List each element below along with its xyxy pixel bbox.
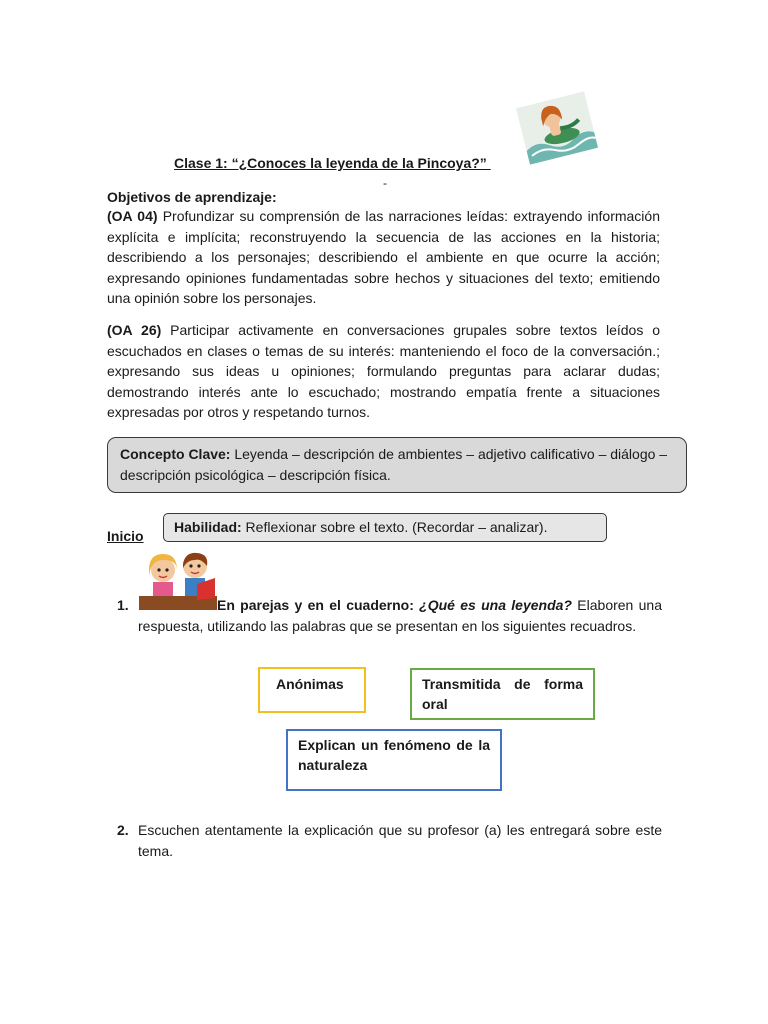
activity-1-lead: En parejas y en el cuaderno: — [217, 597, 420, 613]
separator-dash: - — [383, 176, 387, 190]
word-box-transmitida-text: Transmitida de forma oral — [422, 676, 583, 712]
section-inicio: Inicio — [107, 528, 144, 544]
objective-oa26 — [107, 320, 660, 423]
word-box-fenomeno-text: Explican un fenómeno de la naturaleza — [298, 737, 490, 773]
pincoya-illustration-icon — [514, 91, 600, 165]
objective-oa26-code: (OA 26) — [107, 322, 162, 338]
objectives-heading: Objetivos de aprendizaje: — [107, 189, 277, 205]
objective-oa26-text: Participar activamente en conversaciones grupales sobre textos leídos o escuchados en clases o temas de su interés: manteniendo el foco de la conversación.; expresando sus ideas u opiniones; formulando preguntas para aclarar dudas; demostrando interés ante lo escuchado; mostrando empatía frente a situaciones expresadas por otros y respetando turnos. — [107, 322, 660, 421]
objective-oa04-text: Profundizar su comprensión de las narraciones leídas: extrayendo información explícita e implícita; reconstruyendo la secuencia de las acciones en la historia; describiendo a los personajes; describiendo el ambiente en que ocurre la acción; expresando opiniones fundamentadas sobre hechos y situaciones del texto; emitiendo una opinión sobre los personajes. — [107, 208, 660, 307]
lesson-title: Clase 1: “¿Conoces la leyenda de la Pincoya?” — [174, 155, 491, 171]
objective-oa04 — [107, 206, 660, 309]
objective-oa04-code: (OA 04) — [107, 208, 158, 224]
skill-label: Habilidad: — [174, 519, 242, 535]
key-concept-label: Concepto Clave: — [120, 446, 231, 462]
activity-1-text — [138, 595, 662, 636]
skill-box — [163, 513, 607, 542]
activity-1-number: 1. — [117, 597, 129, 613]
key-concept-box — [107, 437, 687, 493]
word-box-fenomeno — [286, 729, 502, 791]
activity-1-rest: Elaboren una respuesta, utilizando las palabras que se presentan en los siguientes recuadros. — [138, 597, 662, 634]
word-box-anonimas-text: Anónimas — [276, 676, 344, 692]
word-box-anonimas — [258, 667, 366, 713]
key-concept-text: Leyenda – descripción de ambientes – adjetivo calificativo – diálogo – descripción psicológica – descripción física. — [120, 446, 668, 483]
activity-2-number: 2. — [117, 822, 129, 838]
word-box-transmitida — [410, 668, 595, 720]
activity-2-text: Escuchen atentamente la explicación que su profesor (a) les entregará sobre este tema. — [138, 822, 662, 859]
skill-text: Reflexionar sobre el texto. (Recordar – analizar). — [241, 519, 548, 535]
activity-1-question: ¿Qué es una leyenda? — [419, 597, 572, 613]
